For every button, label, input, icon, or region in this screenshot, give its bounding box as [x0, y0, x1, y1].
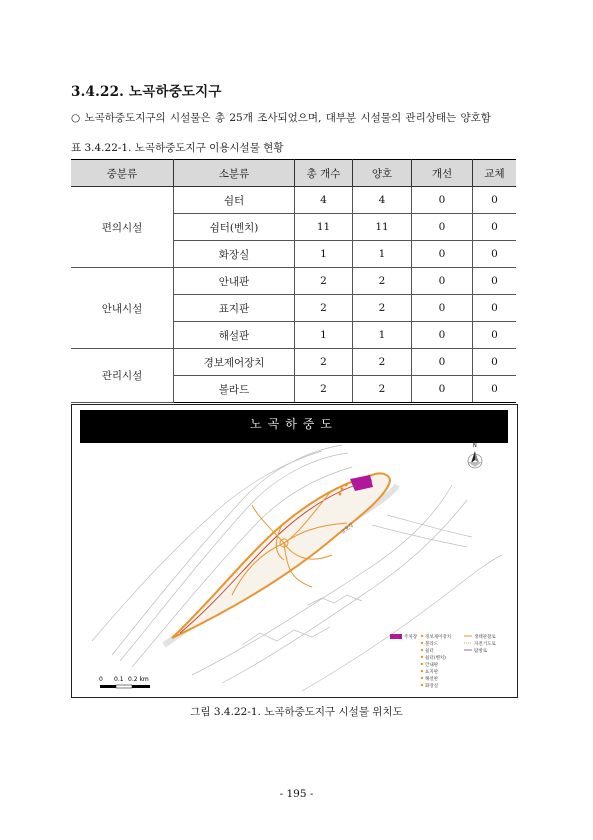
legend-item: 탐방로: [474, 649, 488, 654]
cell: 1: [353, 322, 412, 349]
table-row: [71, 349, 516, 376]
cell: 11: [295, 214, 353, 241]
scale-label-1: 0.1: [114, 676, 124, 683]
legend-item: 안내판: [425, 663, 439, 668]
cell: 쉼터: [174, 187, 295, 214]
cell: 0: [473, 268, 517, 295]
header-replace: 교체: [473, 160, 517, 187]
table-row: [71, 187, 516, 214]
cell: 0: [473, 187, 517, 214]
cell: 0: [412, 349, 473, 376]
facility-point: [339, 493, 342, 496]
cell: 0: [412, 295, 473, 322]
page-number: - 195 -: [279, 788, 314, 800]
facility-point: [341, 488, 344, 491]
cell: 0: [412, 322, 473, 349]
legend-item: 주차장: [404, 635, 418, 640]
cell: 볼라드: [174, 376, 295, 403]
scale-label-2: 0.2 km: [128, 676, 149, 683]
group-cell: 관리시설: [71, 349, 174, 403]
cell: 0: [473, 349, 517, 376]
legend-item: 표지판: [425, 670, 439, 675]
legend-parking-swatch: [390, 634, 402, 639]
group-cell: 안내시설: [71, 268, 174, 349]
cell: 4: [353, 187, 412, 214]
cell: 표지판: [174, 295, 295, 322]
cell: 1: [295, 241, 353, 268]
river-label: 금호강: [340, 521, 356, 536]
cell: 화장실: [174, 241, 295, 268]
cell: 2: [295, 268, 353, 295]
cell: 2: [353, 349, 412, 376]
cell: 0: [473, 295, 517, 322]
island-boundary: [172, 473, 390, 638]
cell: 쉼터(벤치): [174, 214, 295, 241]
legend-point-swatches: [421, 635, 423, 686]
intro-text: ○ 노곡하중도지구의 시설물은 총 25개 조사되었으며, 대부분 시설물의 관리상태는 양호함: [71, 112, 491, 124]
cell: 2: [295, 349, 353, 376]
legend-item: 볼라드: [425, 642, 439, 647]
cell: 11: [353, 214, 412, 241]
facility-map: [71, 404, 518, 698]
cell: 안내판: [174, 268, 295, 295]
legend-item: 경보제어장치: [425, 635, 452, 640]
group-cell: 편의시설: [71, 187, 174, 268]
scale-bar: [100, 685, 150, 688]
cell: 0: [473, 322, 517, 349]
table-row: [71, 268, 516, 295]
legend-item: 자전거도로: [474, 642, 496, 647]
cell: 4: [295, 187, 353, 214]
legend-item: 쉼터: [425, 649, 434, 654]
table-caption: 표 3.4.22-1. 노곡하중도지구 이용시설물 현황: [71, 142, 284, 154]
facility-table: [71, 159, 516, 403]
cell: 0: [473, 214, 517, 241]
header-good: 양호: [353, 160, 412, 187]
north-arrow-icon: [468, 451, 482, 468]
cell: 0: [412, 376, 473, 403]
header-subcategory: 소분류: [174, 160, 295, 187]
header-total: 총 개수: [295, 160, 353, 187]
cell: 0: [473, 376, 517, 403]
figure-caption: 그림 3.4.22-1. 노곡하중도지구 시설물 위치도: [190, 706, 403, 718]
scale-label-0: 0: [99, 676, 103, 683]
map-drawing: [72, 405, 517, 697]
cell: 2: [353, 376, 412, 403]
header-improve: 개선: [412, 160, 473, 187]
cell: 0: [412, 187, 473, 214]
table-header-row: [71, 160, 516, 187]
legend-item: 해설판: [425, 677, 439, 682]
cell: 1: [295, 322, 353, 349]
legend-item: 생태관찰로: [474, 635, 496, 640]
section-title: 3.4.22. 노곡하중도지구: [71, 84, 222, 100]
cell: 해설판: [174, 322, 295, 349]
cell: 1: [353, 241, 412, 268]
cell: 2: [353, 295, 412, 322]
north-label: N: [473, 443, 477, 449]
cell: 경보제어장치: [174, 349, 295, 376]
cell: 0: [412, 241, 473, 268]
facility-point: [345, 484, 348, 487]
cell: 0: [412, 214, 473, 241]
cell: 0: [473, 241, 517, 268]
map-title-bar: 노곡하중도: [80, 410, 508, 443]
header-category: 중분류: [71, 160, 174, 187]
cell: 2: [295, 295, 353, 322]
legend-item: 쉼터(벤치): [425, 656, 446, 661]
cell: 2: [295, 376, 353, 403]
cell: 0: [412, 268, 473, 295]
cell: 2: [353, 268, 412, 295]
legend-item: 화장실: [425, 684, 439, 689]
